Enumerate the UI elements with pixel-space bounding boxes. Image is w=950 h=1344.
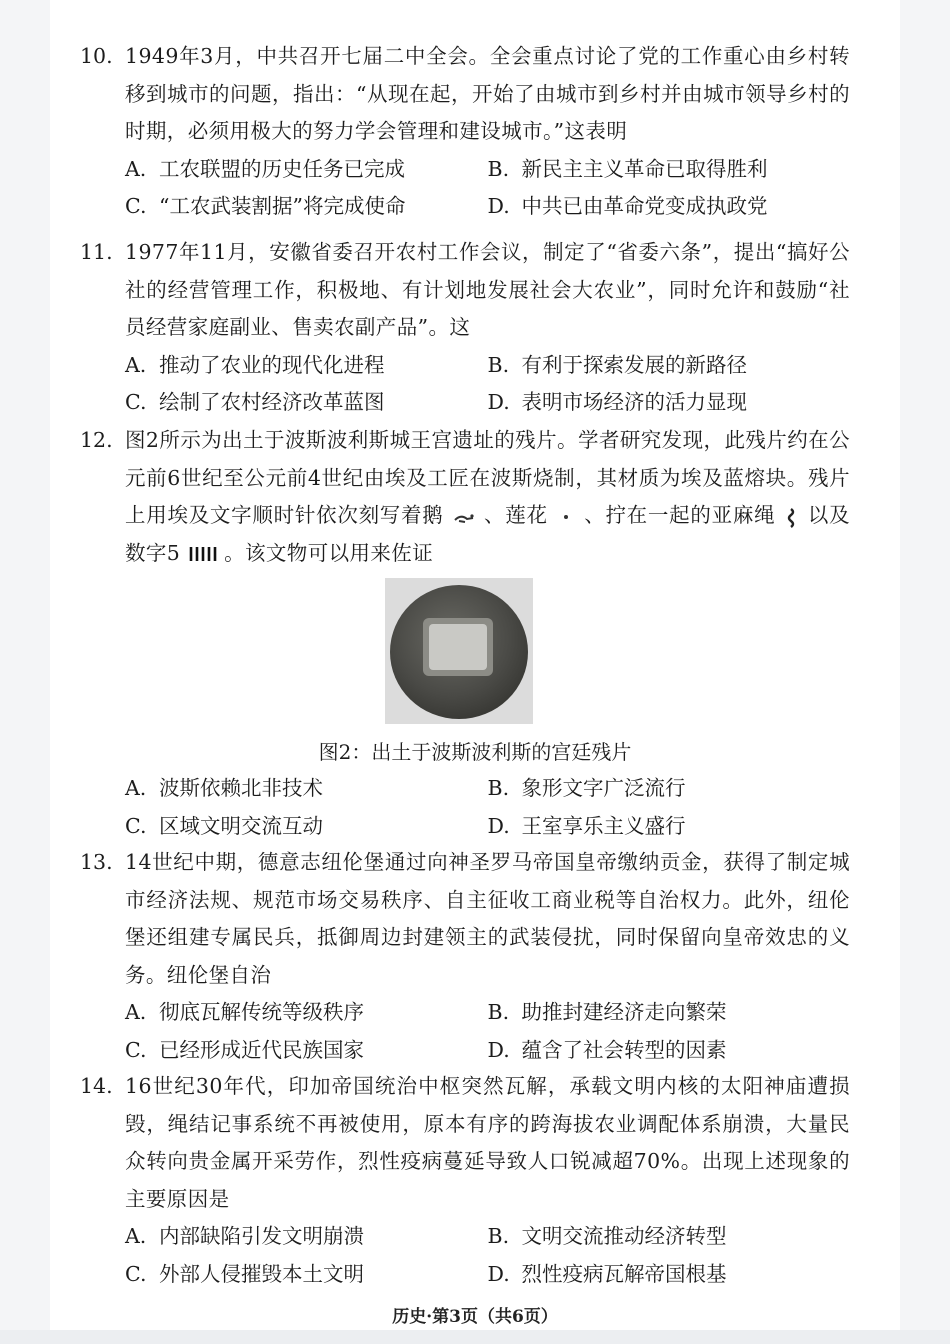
question-14 xyxy=(80,1068,850,1293)
option-c[interactable]: C. 绘制了农村经济改革蓝图 xyxy=(125,390,385,414)
option-b[interactable]: B. 象形文字广泛流行 xyxy=(487,776,686,800)
option-b[interactable]: B. 新民主主义革命已取得胜利 xyxy=(487,156,768,181)
option-b[interactable]: B. 文明交流推动经济转型 xyxy=(487,1224,727,1248)
page-footer: 历史·第3页（共6页） xyxy=(392,1307,558,1327)
option-c[interactable]: C. 区域文明交流互动 xyxy=(125,813,323,838)
numeral-five-hieroglyph-icon xyxy=(187,544,217,564)
option-c[interactable]: C. 外部人侵摧毁本土文明 xyxy=(125,1261,364,1286)
question-stem: 1949年3月，中共召开七届二中全会。全会重点讨论了党的工作重心由乡村转移到城市的问题，指出：“从现在起，开始了由城市到乡村并由城市领导乡村的时期，必须用极大的努力学会管理和建设城市。”这表明 xyxy=(125,44,850,143)
question-stem: 图2所示为出土于波斯波利斯城王宫遗址的残片。学者研究发现，此残片约在公元前6世纪至公元前4世纪由埃及工匠在波斯烧制，其材质为埃及蓝熔块。残片上用埃及文字顺时针依次刻写着鹅 、莲花 、拧在一起的亚麻绳 以及数字5 。该文物可以用来佐证 xyxy=(125,428,850,565)
option-d[interactable]: D. 王室享乐主义盛行 xyxy=(487,813,686,838)
option-a[interactable]: A. 波斯依赖北非技术 xyxy=(125,776,323,800)
palace-fragment-image xyxy=(385,578,533,724)
question-13 xyxy=(80,844,850,1069)
question-number: 12. xyxy=(80,428,113,452)
option-d[interactable]: D. 表明市场经济的活力显现 xyxy=(487,390,747,414)
question-12 xyxy=(80,422,850,572)
option-a[interactable]: A. 内部缺陷引发文明崩溃 xyxy=(125,1224,364,1248)
fragment-photo xyxy=(385,578,533,724)
page-margin-bottom xyxy=(0,1330,950,1344)
lotus-hieroglyph-icon xyxy=(555,508,577,526)
option-b[interactable]: B. 有利于探索发展的新路径 xyxy=(487,352,747,377)
option-a[interactable]: A. 彻底瓦解传统等级秩序 xyxy=(125,1000,364,1024)
option-a[interactable]: A. 推动了农业的现代化进程 xyxy=(125,352,385,377)
page-margin-right xyxy=(900,0,950,1344)
question-stem: 16世纪30年代，印加帝国统治中枢突然瓦解，承载文明内核的太阳神庙遭损毁，绳结记事系统不再被使用，原本有序的跨海拔农业调配体系崩溃，大量民众转向贵金属开采劳作，烈性疫病蔓延导致人口锐减超70%。出现上述现象的主要原因是 xyxy=(125,1074,850,1211)
option-b[interactable]: B. 助推封建经济走向繁荣 xyxy=(487,1000,727,1024)
page-margin-left xyxy=(0,0,50,1344)
question-stem: 14世纪中期，德意志纽伦堡通过向神圣罗马帝国皇帝缴纳贡金，获得了制定城市经济法规、规范市场交易秩序、自主征收工商业税等自治权力。此外，纽伦堡还组建专属民兵，抵御周边封建领主的武装侵扰，同时保留向皇帝效忠的义务。纽伦堡自治 xyxy=(125,850,850,987)
option-d[interactable]: D. 烈性疫病瓦解帝国根基 xyxy=(487,1261,727,1286)
question-number: 14. xyxy=(80,1074,113,1098)
question-number: 13. xyxy=(80,850,113,874)
twisted-flax-hieroglyph-icon xyxy=(783,506,801,528)
option-a[interactable]: A. 工农联盟的历史任务已完成 xyxy=(125,156,405,181)
option-d[interactable]: D. 中共已由革命党变成执政党 xyxy=(487,194,768,218)
question-12-options xyxy=(80,770,850,845)
option-c[interactable]: C. 已经形成近代民族国家 xyxy=(125,1037,364,1062)
goose-hieroglyph-icon xyxy=(451,508,477,526)
figure-caption: 图2：出土于波斯波利斯的宫廷残片 xyxy=(318,740,632,764)
option-d[interactable]: D. 蕴含了社会转型的因素 xyxy=(487,1037,727,1062)
option-c[interactable]: C. “工农武装割据”将完成使命 xyxy=(125,194,406,218)
question-number: 10. xyxy=(80,44,113,68)
question-number: 11. xyxy=(80,240,113,264)
question-stem: 1977年11月，安徽省委召开农村工作会议，制定了“省委六条”，提出“搞好公社的经营管理工作，积极地、有计划地发展社会大农业”，同时允许和鼓励“社员经营家庭副业、售卖农副产品”。这 xyxy=(125,240,850,339)
question-10 xyxy=(80,38,850,226)
question-11 xyxy=(80,234,850,422)
